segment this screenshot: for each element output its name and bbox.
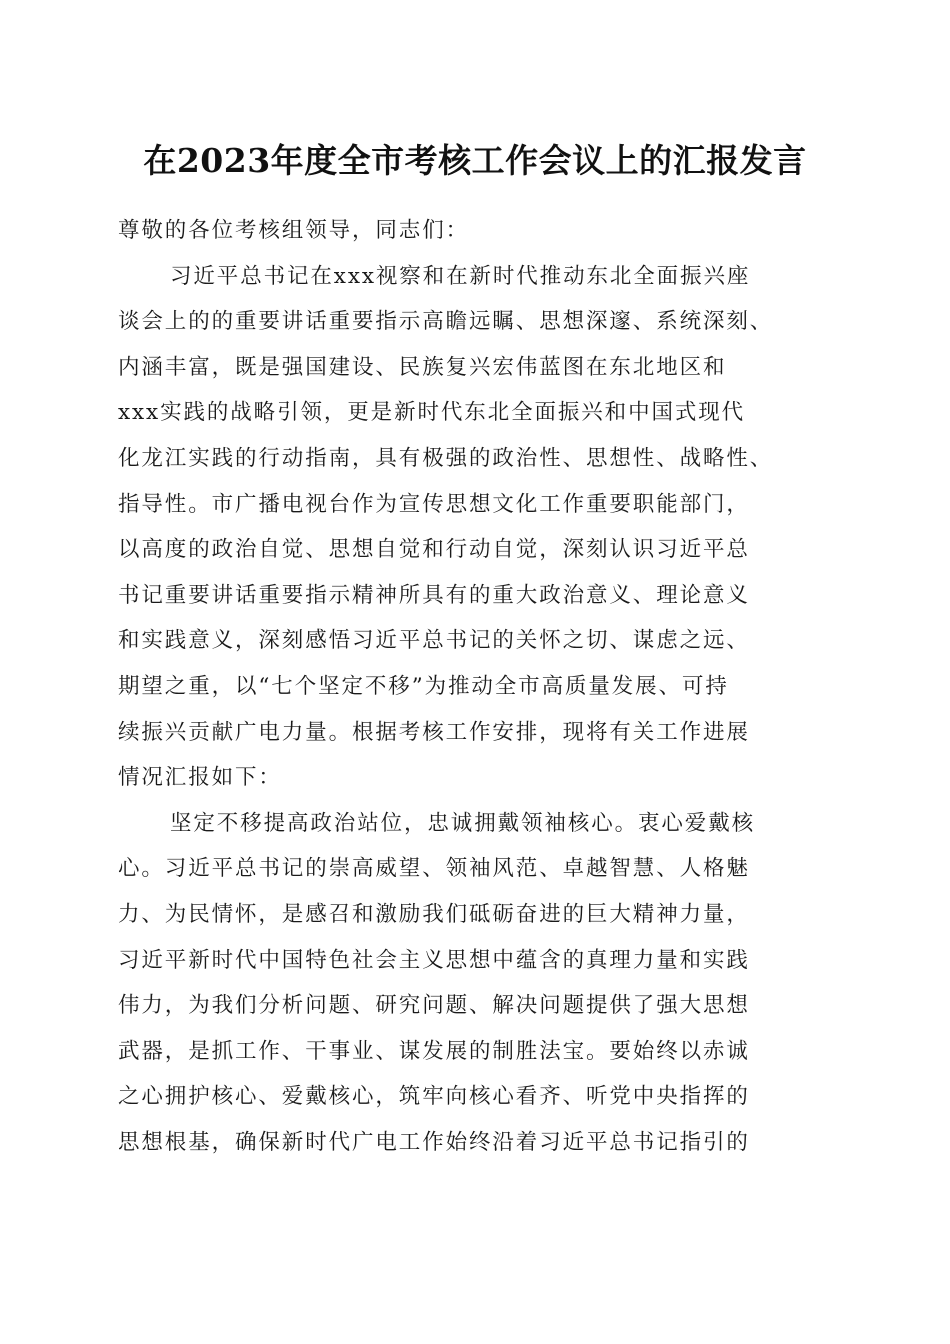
paragraph-line: 续振兴贡献广电力量。根据考核工作安排，现将有关工作进展 <box>118 719 750 745</box>
document-title: 在2023年度全市考核工作会议上的汇报发言 <box>143 141 807 180</box>
paragraph-line: 化龙江实践的行动指南，具有极强的政治性、思想性、战略性、 <box>118 445 774 471</box>
paragraph-line: 心。习近平总书记的崇高威望、领袖风范、卓越智慧、人格魅 <box>118 856 750 882</box>
paragraph-line: 习近平新时代中国特色社会主义思想中蕴含的真理力量和实践 <box>118 947 750 973</box>
paragraph-line: 坚定不移提高政治站位，忠诚拥戴领袖核心。衷心爱戴核 <box>170 810 756 836</box>
paragraph-line: 情况汇报如下： <box>118 765 282 791</box>
paragraph-line: 谈会上的的重要讲话重要指示高瞻远瞩、思想深邃、系统深刻、 <box>118 309 774 335</box>
paragraph-line: 武器，是抓工作、干事业、谋发展的制胜法宝。要始终以赤诚 <box>118 1038 750 1064</box>
paragraph-line: 内涵丰富，既是强国建设、民族复兴宏伟蓝图在东北地区和 <box>118 354 727 380</box>
paragraph-line: xxx实践的战略引领，更是新时代东北全面振兴和中国式现代 <box>118 400 746 426</box>
paragraph-line: 期望之重，以“七个坚定不移”为推动全市高质量发展、可持 <box>118 673 729 699</box>
paragraph-line: 思想根基，确保新时代广电工作始终沿着习近平总书记指引的 <box>118 1129 750 1155</box>
paragraph-line: 书记重要讲话重要指示精神所具有的重大政治意义、理论意义 <box>118 582 750 608</box>
paragraph-line: 力、为民情怀，是感召和激励我们砥砺奋进的巨大精神力量， <box>118 901 750 927</box>
paragraph-line: 和实践意义，深刻感悟习近平总书记的关怀之切、谋虑之远、 <box>118 628 750 654</box>
paragraph-line: 伟力，为我们分析问题、研究问题、解决问题提供了强大思想 <box>118 993 750 1019</box>
paragraph-line: 以高度的政治自觉、思想自觉和行动自觉，深刻认识习近平总 <box>118 537 750 563</box>
salutation-line: 尊敬的各位考核组领导，同志们： <box>118 218 470 243</box>
document-body <box>118 208 838 1165</box>
paragraph-line: 之心拥护核心、爱戴核心，筑牢向核心看齐、听党中央指挥的 <box>118 1084 750 1110</box>
paragraph-line: 习近平总书记在xxx视察和在新时代推动东北全面振兴座 <box>170 263 751 289</box>
paragraph-line: 指导性。市广播电视台作为宣传思想文化工作重要职能部门， <box>118 491 750 517</box>
